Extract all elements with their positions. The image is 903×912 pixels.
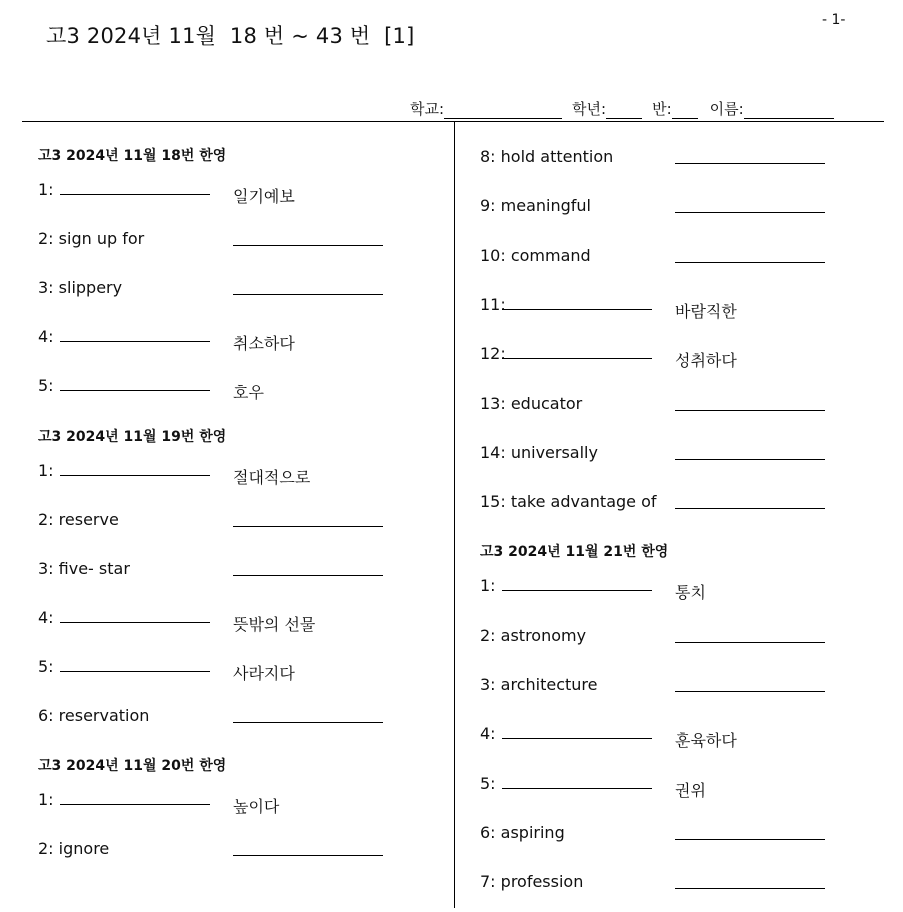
english-word: 8: hold attention xyxy=(480,147,614,166)
answer-blank[interactable] xyxy=(502,788,652,789)
answer-blank[interactable] xyxy=(675,212,825,213)
answer-blank[interactable] xyxy=(675,691,825,692)
english-word: 3: architecture xyxy=(480,675,598,694)
answer-blank[interactable] xyxy=(675,508,825,509)
item-number: 1: xyxy=(38,790,54,810)
korean-word: 일기예보 xyxy=(233,187,295,206)
item-number: 4: xyxy=(480,724,496,744)
school-blank[interactable] xyxy=(444,103,562,119)
answer-blank[interactable] xyxy=(60,671,210,672)
vocab-item xyxy=(480,576,880,616)
english-word: 10: command xyxy=(480,245,591,265)
english-word: 15: take advantage of xyxy=(480,492,657,512)
english-word: 14: universally xyxy=(480,442,598,462)
korean-word: 높이다 xyxy=(233,797,280,817)
english-word: 13: educator xyxy=(480,393,583,413)
english-word: 3: slippery xyxy=(38,278,123,298)
english-word: 9: meaningful xyxy=(480,196,591,216)
item-number: 5: xyxy=(38,376,54,396)
answer-blank[interactable] xyxy=(233,855,383,856)
answer-blank[interactable] xyxy=(60,804,210,805)
answer-blank[interactable] xyxy=(675,888,825,889)
english-word: 2: sign up for xyxy=(38,229,145,249)
answer-blank[interactable] xyxy=(233,722,383,723)
vocab-item xyxy=(480,196,880,236)
vocab-item xyxy=(480,724,880,764)
vocab-item xyxy=(480,394,880,434)
answer-blank[interactable] xyxy=(675,642,825,643)
vocab-item xyxy=(480,295,880,335)
answer-blank[interactable] xyxy=(233,526,383,527)
vocab-item xyxy=(38,461,438,501)
english-word: 2: astronomy xyxy=(480,625,587,645)
vocab-item xyxy=(480,147,880,187)
answer-blank[interactable] xyxy=(60,390,210,391)
item-number: 4: xyxy=(38,607,54,627)
answer-blank[interactable] xyxy=(502,358,652,359)
korean-word: 훈육하다 xyxy=(675,731,737,751)
class-label: 반: xyxy=(652,100,672,118)
vocab-item xyxy=(480,492,880,532)
item-number: 11: xyxy=(480,294,506,314)
vocab-item xyxy=(38,229,438,269)
vocab-item xyxy=(38,510,438,550)
vocab-item xyxy=(480,872,880,912)
answer-blank[interactable] xyxy=(60,341,210,342)
name-blank[interactable] xyxy=(744,103,834,119)
korean-word: 권위 xyxy=(675,780,706,800)
answer-blank[interactable] xyxy=(675,839,825,840)
grade-label: 학년: xyxy=(572,100,607,118)
item-number: 12: xyxy=(480,344,506,364)
vocab-item xyxy=(480,246,880,286)
item-number: 5: xyxy=(38,656,54,676)
item-number: 1: xyxy=(38,460,54,480)
school-label: 학교: xyxy=(410,100,445,118)
answer-blank[interactable] xyxy=(233,575,383,576)
answer-blank[interactable] xyxy=(502,738,652,739)
grade-blank[interactable] xyxy=(606,103,642,119)
item-number: 4: xyxy=(38,327,54,347)
answer-blank[interactable] xyxy=(675,410,825,411)
korean-word: 성취하다 xyxy=(675,351,737,371)
vocab-item xyxy=(480,823,880,863)
header-rule xyxy=(22,121,884,122)
vocab-item xyxy=(38,376,438,416)
answer-blank[interactable] xyxy=(233,294,383,295)
section-title: 고3 2024년 11월 21번 한영 xyxy=(480,544,669,561)
section-title: 고3 2024년 11월 20번 한영 xyxy=(38,758,227,775)
answer-blank[interactable] xyxy=(60,475,210,476)
korean-word: 바람직한 xyxy=(675,301,737,321)
column-divider xyxy=(454,121,455,908)
vocab-item xyxy=(38,790,438,830)
class-blank[interactable] xyxy=(672,103,698,119)
answer-blank[interactable] xyxy=(502,590,652,591)
page-number: - 1- xyxy=(822,12,846,28)
korean-word: 취소하다 xyxy=(233,334,295,354)
english-word: 6: reservation xyxy=(38,706,150,725)
korean-word: 뜻밖의 선물 xyxy=(233,614,316,634)
vocab-item xyxy=(38,657,438,697)
vocab-item xyxy=(480,774,880,814)
vocab-item xyxy=(480,626,880,666)
vocab-item xyxy=(38,839,438,879)
item-number: 1: xyxy=(38,180,54,199)
vocab-item xyxy=(480,675,880,715)
english-word: 2: ignore xyxy=(38,839,110,859)
answer-blank[interactable] xyxy=(233,245,383,246)
answer-blank[interactable] xyxy=(675,262,825,263)
page-title: 고3 2024년 11월 18 번 ~ 43 번 [1] xyxy=(46,24,415,48)
section-title: 고3 2024년 11월 18번 한영 xyxy=(38,148,227,164)
section-title: 고3 2024년 11월 19번 한영 xyxy=(38,428,227,445)
vocab-item xyxy=(480,443,880,483)
vocab-item xyxy=(38,180,438,220)
korean-word: 통치 xyxy=(675,583,706,603)
item-number: 1: xyxy=(480,576,496,596)
vocab-item xyxy=(38,278,438,318)
english-word: 7: profession xyxy=(480,872,584,892)
korean-word: 사라지다 xyxy=(233,663,295,683)
english-word: 2: reserve xyxy=(38,509,119,529)
item-number: 5: xyxy=(480,773,496,793)
answer-blank[interactable] xyxy=(502,309,652,310)
vocab-item xyxy=(38,559,438,599)
answer-blank[interactable] xyxy=(60,194,210,195)
vocab-item xyxy=(38,327,438,367)
vocab-item xyxy=(480,344,880,384)
korean-word: 호우 xyxy=(233,383,264,403)
vocab-item xyxy=(38,706,438,746)
vocab-item xyxy=(38,608,438,648)
english-word: 6: aspiring xyxy=(480,822,565,842)
student-info-line xyxy=(410,98,834,119)
korean-word: 절대적으로 xyxy=(233,467,311,487)
english-word: 3: five- star xyxy=(38,558,130,578)
name-label: 이름: xyxy=(709,100,744,118)
answer-blank[interactable] xyxy=(60,622,210,623)
answer-blank[interactable] xyxy=(675,459,825,460)
answer-blank[interactable] xyxy=(675,163,825,164)
